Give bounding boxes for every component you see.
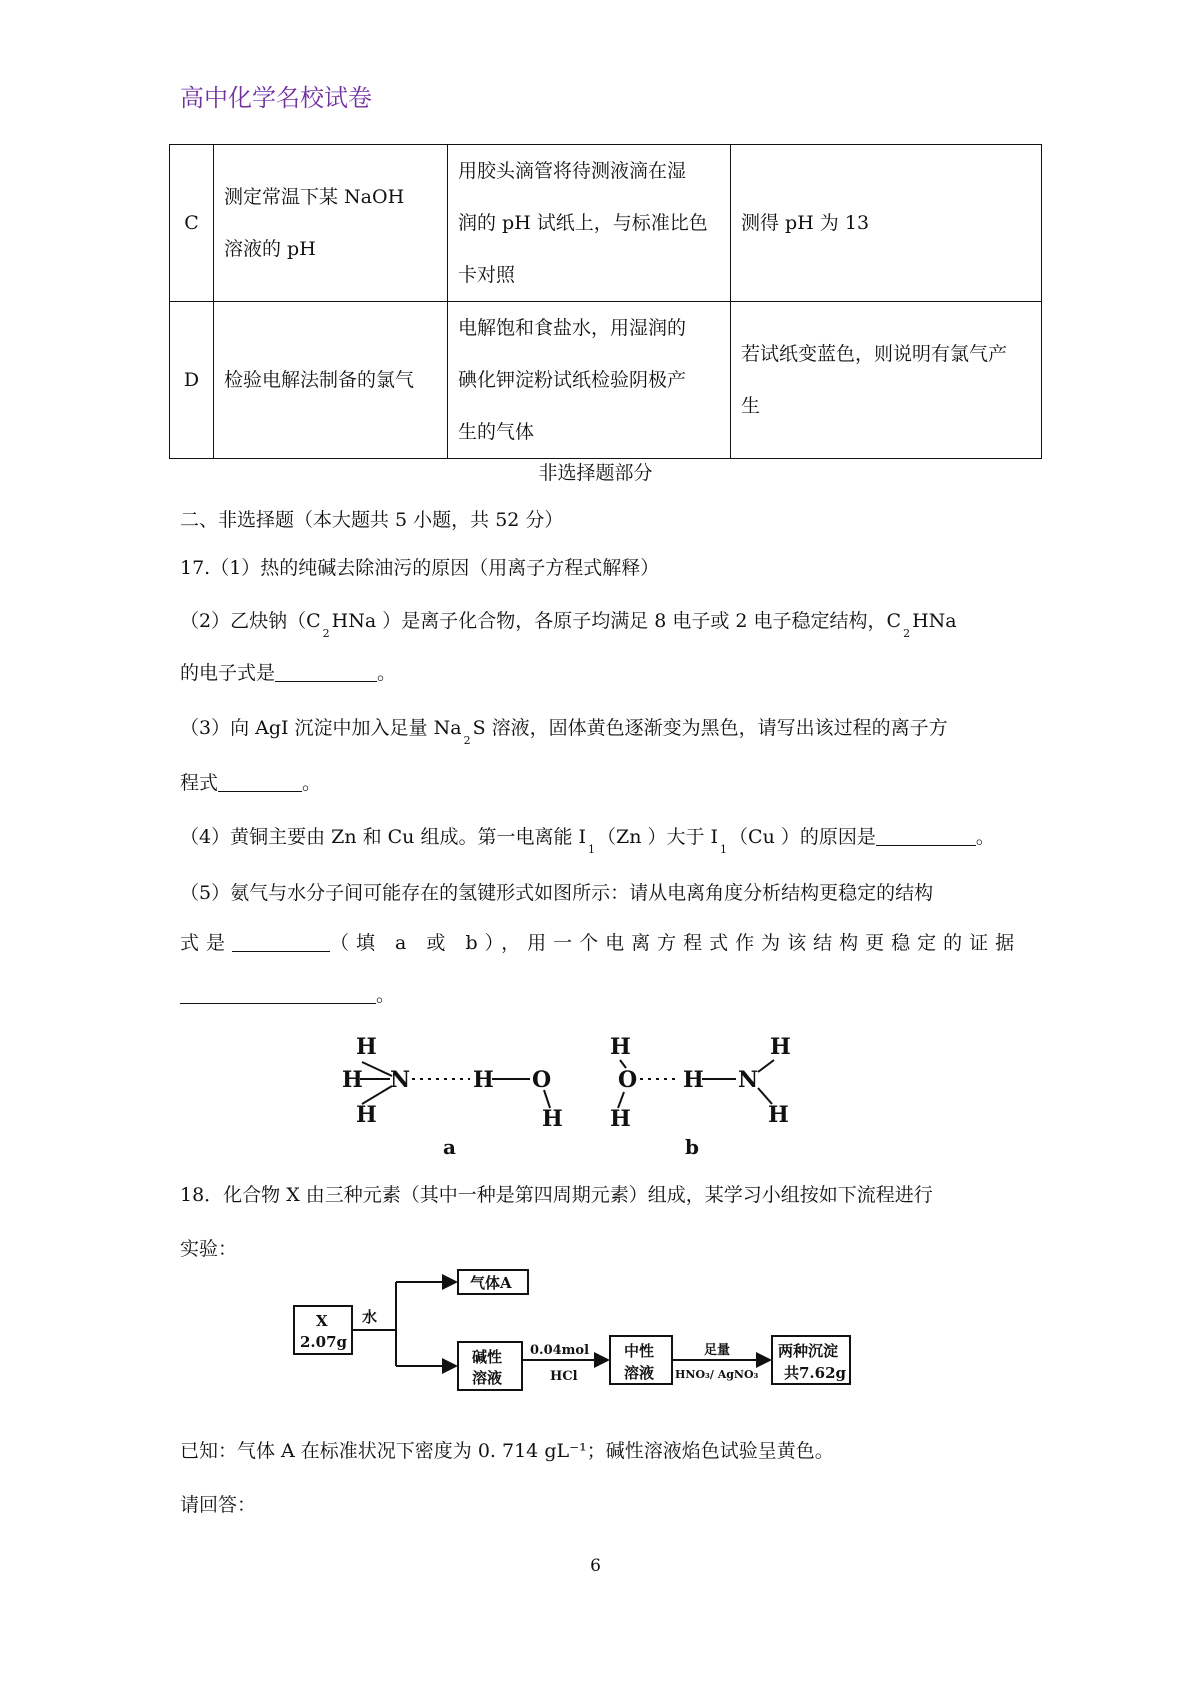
text: HNa [912,610,957,632]
cell-line: 生的气体 [458,421,535,443]
atom-h: H [473,1067,494,1093]
purpose-cell [214,302,448,459]
text: 。 [376,984,396,1006]
q17-part5: （5）氨气与水分子间可能存在的氢键形式如图所示：请从电离角度分析结构更稳定的结构 [180,882,934,904]
x-mass: 2.07g [300,1333,348,1351]
answer-blank[interactable] [275,661,377,682]
cell-line: 溶液的 pH [224,238,316,260]
q17-part2-cont [180,658,396,685]
text: （2）乙炔钠（C [180,610,321,632]
atom-h: H [610,1106,631,1132]
operation-cell [448,145,731,302]
page-header: 高中化学名校试卷 [180,84,372,112]
page-number: 6 [590,1556,601,1576]
cell-line: 润的 pH 试纸上，与标准比色 [458,212,708,234]
section-title: 非选择题部分 [538,462,653,484]
text: 程式 [180,772,219,794]
cell-line: 卡对照 [458,264,516,286]
atom-h: H [768,1102,789,1128]
q17-part1: 17.（1）热的纯碱去除油污的原因（用离子方程式解释） [180,557,660,579]
text: （3）向 AgI 沉淀中加入足量 Na [180,717,462,739]
text: 的电子式是 [180,662,276,684]
precipitate-label-1: 两种沉淀 [778,1342,839,1360]
text: 。 [975,826,995,848]
atom-h: H [610,1034,631,1060]
label-a: a [443,1135,456,1159]
atom-o: O [532,1067,552,1093]
options-table [169,144,1042,459]
option-label: C [170,145,214,302]
text: HNa ）是离子化合物，各原子均满足 8 电子或 2 电子稳定结构，C [331,610,902,632]
answer-blank[interactable] [232,931,330,952]
q18-ask: 请回答： [180,1494,257,1516]
answer-blank[interactable] [876,825,976,846]
gas-a-label: 气体A [470,1274,512,1292]
purpose-cell [214,145,448,302]
hcl-label: HCl [550,1369,578,1384]
hydrogen-bond-figure [340,1030,840,1160]
x-label: X [316,1312,328,1330]
atom-h: H [683,1067,704,1093]
subscript: 1 [588,843,596,856]
cell-line: 检验电解法制备的氯气 [224,369,415,391]
basic-label-1: 碱性 [472,1348,503,1366]
experiment-flowchart [292,1268,902,1398]
text: （4）黄铜主要由 Zn 和 Cu 组成。第一电离能 I [180,826,587,848]
result-cell [731,302,1042,459]
atom-h: H [542,1106,563,1132]
text: S 溶液，固体黄色逐渐变为黑色，请写出该过程的离子方 [472,717,948,739]
excess-label: 足量 [704,1343,731,1358]
q17-part3-cont [180,768,321,795]
text: 式是 [180,932,233,954]
q17-part5-end [180,980,395,1007]
table-row-c [170,145,1042,302]
bond-line [758,1060,774,1072]
cell-line: 生 [741,395,761,417]
cell-line: 若试纸变蓝色，则说明有氯气产 [741,343,1008,365]
text: 。 [377,662,397,684]
cell-line: 测得 pH 为 13 [741,212,870,234]
neutral-label-1: 中性 [624,1342,655,1360]
cell-line: 电解饱和食盐水，用湿润的 [458,317,687,339]
atom-n: N [390,1067,411,1093]
atom-h: H [770,1034,791,1060]
answer-blank[interactable] [218,771,302,792]
text: 。 [302,772,322,794]
label-b: b [685,1135,699,1159]
precipitate-label-2: 共7.62g [784,1364,847,1382]
atom-h: H [356,1034,377,1060]
atom-h: H [356,1102,377,1128]
q17-part5-cont [180,928,1021,955]
bond-line [758,1088,772,1104]
q17-part3 [180,713,948,747]
subscript: 2 [322,627,330,640]
table-row-d [170,302,1042,459]
cell-line: 碘化钾淀粉试纸检验阴极产 [458,369,687,391]
subscript: 2 [903,627,911,640]
atom-o: O [618,1067,638,1093]
part-title: 二、非选择题（本大题共 5 小题，共 52 分） [180,509,564,531]
text: （Cu ）的原因是 [729,826,876,848]
cell-line: 用胶头滴管将待测液滴在湿 [458,160,687,182]
cell-line: 测定常温下某 NaOH [224,186,405,208]
bond-line [362,1062,392,1076]
q18-stem-cont: 实验： [180,1238,238,1260]
water-label: 水 [362,1308,378,1326]
q17-part4 [180,822,995,856]
hcl-amount: 0.04mol [530,1343,590,1358]
neutral-label-2: 溶液 [624,1364,655,1382]
bond-line [362,1086,392,1104]
reagent-label: HNO₃/ AgNO₃ [675,1368,759,1381]
q18-stem: 18．化合物 X 由三种元素（其中一种是第四周期元素）组成，某学习小组按如下流程进行 [180,1184,933,1206]
answer-blank[interactable] [180,983,376,1004]
text: （Zn ）大于 I [597,826,719,848]
subscript: 2 [463,734,471,747]
operation-cell [448,302,731,459]
q17-part2 [180,606,957,640]
text: （填 a 或 b），用一个电离方程式作为该结构更稳定的证据 [330,932,1022,954]
result-cell [731,145,1042,302]
atom-h: H [342,1067,363,1093]
atom-n: N [738,1067,759,1093]
subscript: 1 [720,843,728,856]
q18-known: 已知：气体 A 在标准状况下密度为 0. 714 gL⁻¹；碱性溶液焰色试验呈黄色。 [180,1440,834,1462]
basic-label-2: 溶液 [472,1369,503,1387]
option-label: D [170,302,214,459]
